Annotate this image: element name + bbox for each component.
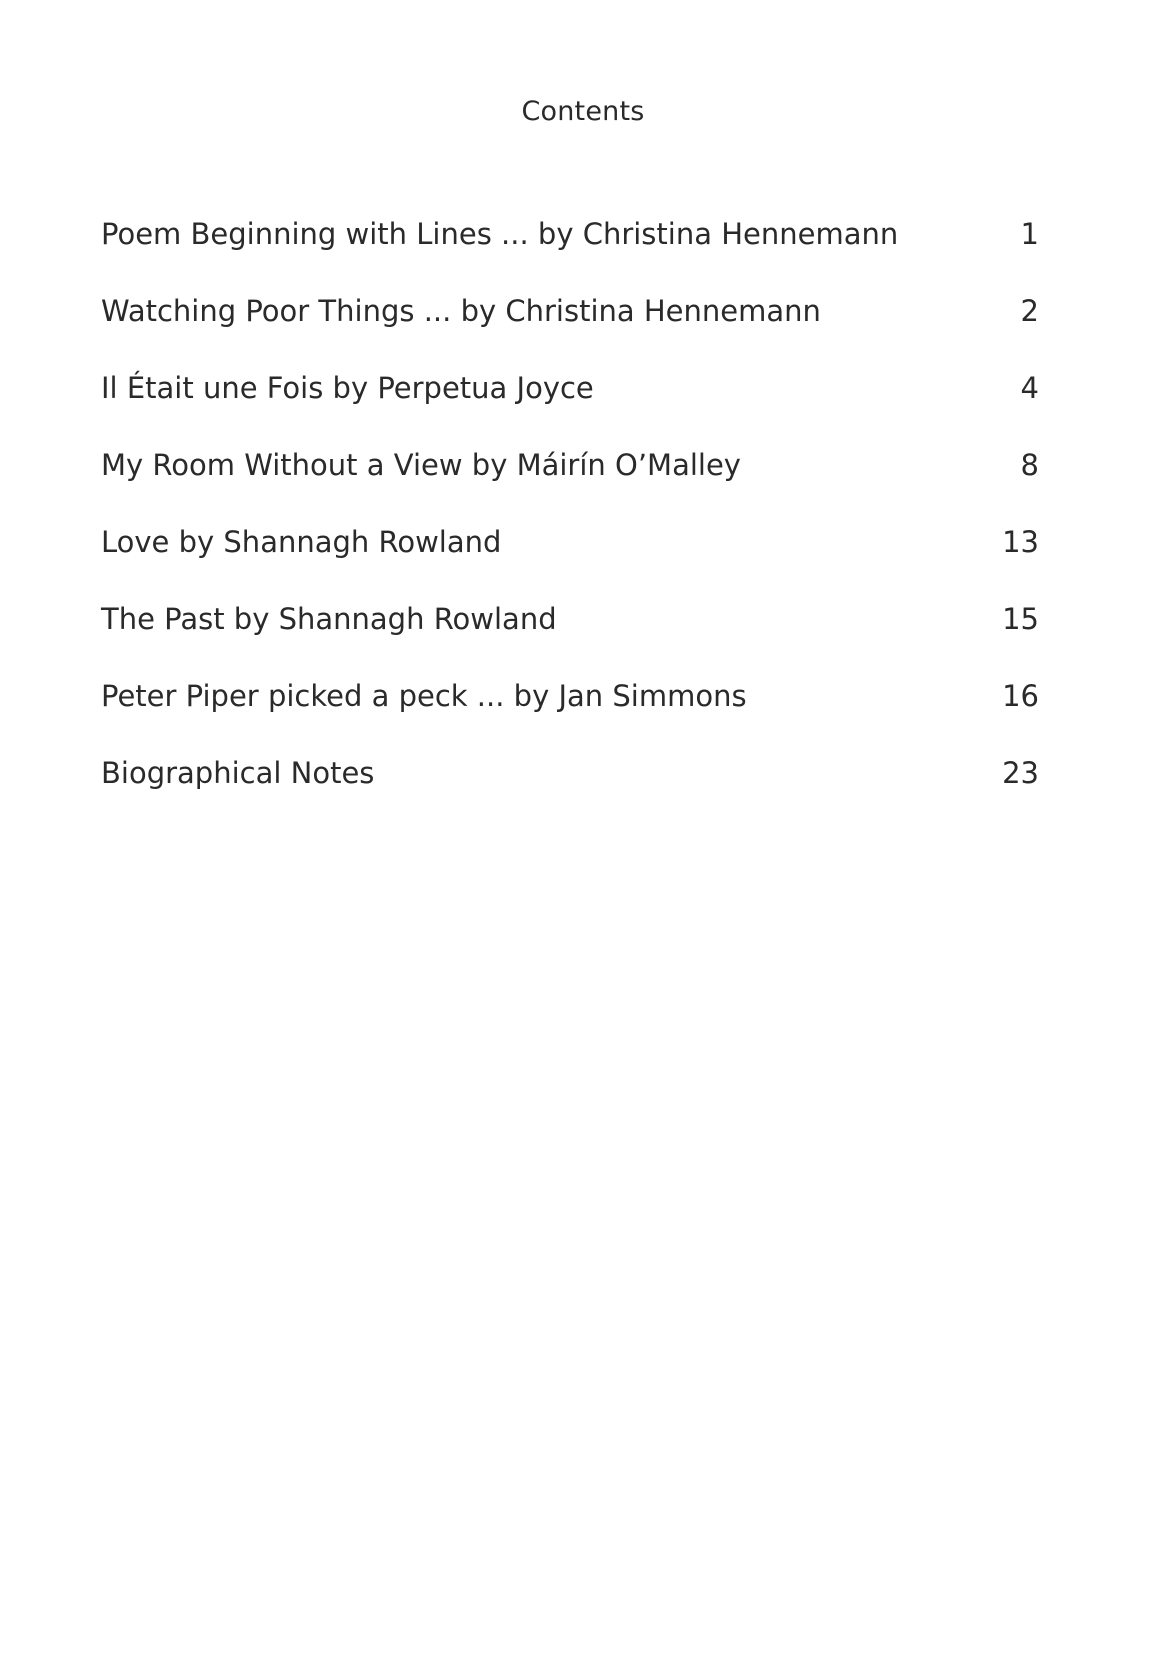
toc-entry-page-number: 4 [1020, 371, 1039, 405]
toc-entry-title: Poem Beginning with Lines ... by Christina Hennemann [101, 217, 899, 251]
toc-entry [101, 370, 1039, 447]
toc-entry-page-number: 13 [1002, 525, 1039, 559]
toc-entry [101, 293, 1039, 370]
toc-entry-title: Biographical Notes [101, 756, 375, 790]
toc-entry [101, 755, 1039, 832]
toc-entry-page-number: 15 [1002, 602, 1039, 636]
toc-entry [101, 447, 1039, 524]
toc-entry-page-number: 2 [1020, 294, 1039, 328]
toc-entry-page-number: 1 [1020, 217, 1039, 251]
toc-entry-title: Il Était une Fois by Perpetua Joyce [101, 371, 594, 405]
toc-entry-page-number: 23 [1002, 756, 1039, 790]
toc-entry-title: My Room Without a View by Máirín O’Malley [101, 448, 741, 482]
toc-entry-title: Love by Shannagh Rowland [101, 525, 502, 559]
table-of-contents [101, 216, 1039, 832]
toc-entry [101, 524, 1039, 601]
toc-entry [101, 601, 1039, 678]
toc-entry-page-number: 8 [1020, 448, 1039, 482]
toc-entry-title: Peter Piper picked a peck ... by Jan Simmons [101, 679, 747, 713]
toc-entry-page-number: 16 [1002, 679, 1039, 713]
contents-heading: Contents [521, 96, 645, 127]
toc-entry [101, 216, 1039, 293]
toc-entry-title: The Past by Shannagh Rowland [101, 602, 557, 636]
toc-entry-title: Watching Poor Things ... by Christina Hennemann [101, 294, 821, 328]
toc-entry [101, 678, 1039, 755]
